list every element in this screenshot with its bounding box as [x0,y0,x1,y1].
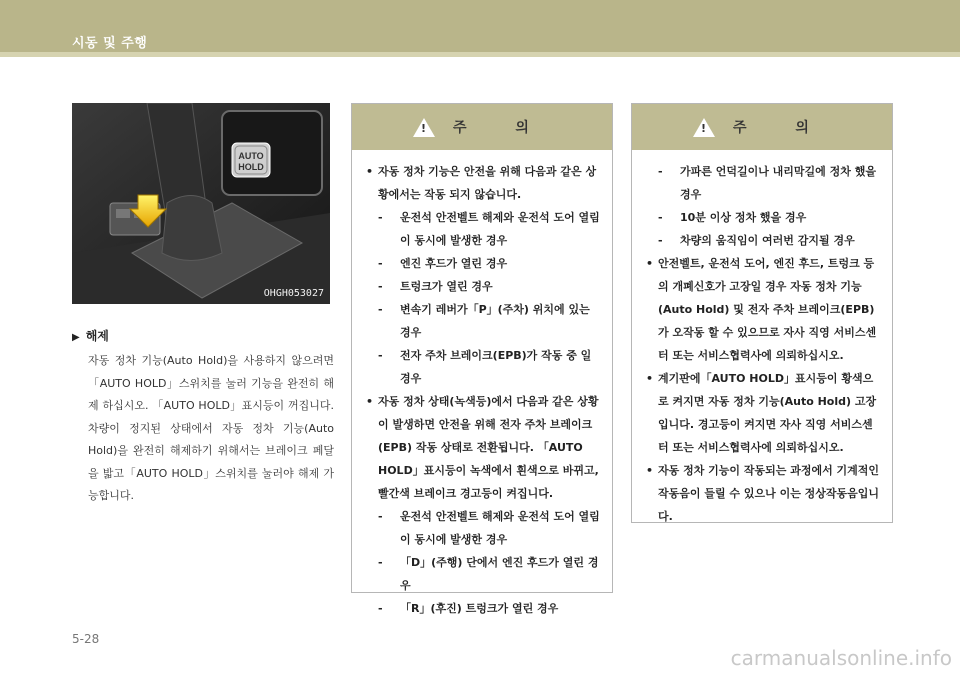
section-title: 해제 [85,329,109,343]
gear-console-illustration [72,103,330,304]
caution-title: 주 의 [453,120,551,136]
figure-code: OHGH053027 [263,288,324,299]
warning-triangle-icon: ! [693,118,715,137]
caution-subitem: - 변속기 레버가「P」(주차) 위치에 있는 경우 [364,298,600,344]
warning-triangle-icon: ! [413,118,435,137]
caution-header [632,104,892,150]
caution-subitem: - 「R」(후진) 트렁크가 열린 경우 [364,597,600,620]
caution-header [352,104,612,150]
auto-hold-label-top: AUTO [238,151,264,161]
caution-subitem: - 운전석 안전벨트 해제와 운전석 도어 열림이 동시에 발생한 경우 [364,206,600,252]
page-number: 5-28 [72,632,100,646]
caution-subitem: - 「D」(주행) 단에서 엔진 후드가 열린 경우 [364,551,600,597]
caution-item: • 자동 정차 상태(녹색등)에서 다음과 같은 상황이 발생하면 안전을 위해 전자 주차 브레이크(EPB) 작동 상태로 전환됩니다. 「AUTO HOLD」표시등이 녹색에서 흰색으로 바뀌고, 빨간색 브레이크 경고등이 켜집니다. [364,390,600,505]
caution-subitem: - 전자 주차 브레이크(EPB)가 작동 중 일 경우 [364,344,600,390]
chapter-title: 시동 및 주행 [72,36,148,51]
triangle-bullet-icon: ▶ [72,332,80,343]
auto-hold-photo [72,103,330,304]
caution-body [352,150,612,620]
release-section [72,327,334,508]
caution-body [632,150,892,528]
header-divider [0,52,960,57]
caution-subitem: - 트렁크가 열린 경우 [364,275,600,298]
caution-subitem: - 가파른 언덕길이나 내리막길에 정차 했을 경우 [644,160,880,206]
caution-subitem: - 차량의 움직임이 여러번 감지될 경우 [644,229,880,252]
caution-item: • 안전벨트, 운전석 도어, 엔진 후드, 트렁크 등의 개폐신호가 고장일 경우 자동 정차 기능(Auto Hold) 및 전자 주차 브레이크(EPB)가 오작동 할 수 있으므로 자사 직영 서비스센터 또는 서비스협력사에 의뢰하십시오. [644,252,880,367]
caution-box-2 [631,103,893,523]
caution-item: • 자동 정차 기능은 안전을 위해 다음과 같은 상황에서는 작동 되지 않습니다. [364,160,600,206]
caution-item: • 자동 정차 기능이 작동되는 과정에서 기계적인 작동음이 들릴 수 있으나 이는 정상작동음입니다. [644,459,880,528]
caution-item: • 계기판에「AUTO HOLD」표시등이 황색으로 켜지면 자동 정차 기능(Auto Hold) 고장입니다. 경고등이 켜지면 자사 직영 서비스센터 또는 서비스협력사에 의뢰하십시오. [644,367,880,459]
caution-box-1 [351,103,613,615]
header-bar [0,0,960,52]
caution-title: 주 의 [733,120,831,136]
auto-hold-label-bottom: HOLD [238,162,264,172]
caution-subitem: - 엔진 후드가 열린 경우 [364,252,600,275]
caution-subitem: - 10분 이상 정차 했을 경우 [644,206,880,229]
section-heading [72,327,334,344]
caution-subitem: - 운전석 안전벨트 해제와 운전석 도어 열림이 동시에 발생한 경우 [364,505,600,551]
watermark: carmanualsonline.info [730,646,952,670]
section-body: 자동 정차 기능(Auto Hold)을 사용하지 않으려면「AUTO HOLD」스위치를 눌러 기능을 완전히 해제 하십시오. 「AUTO HOLD」표시등이 꺼집니다. 차량이 정지된 상태에서 자동 정차 기능(Auto Hold)을 완전히 해제하기 위해서는 브레이크 페달을 밟고「AUTO HOLD」스위치를 눌러야 해제 가능합니다. [88,354,334,502]
